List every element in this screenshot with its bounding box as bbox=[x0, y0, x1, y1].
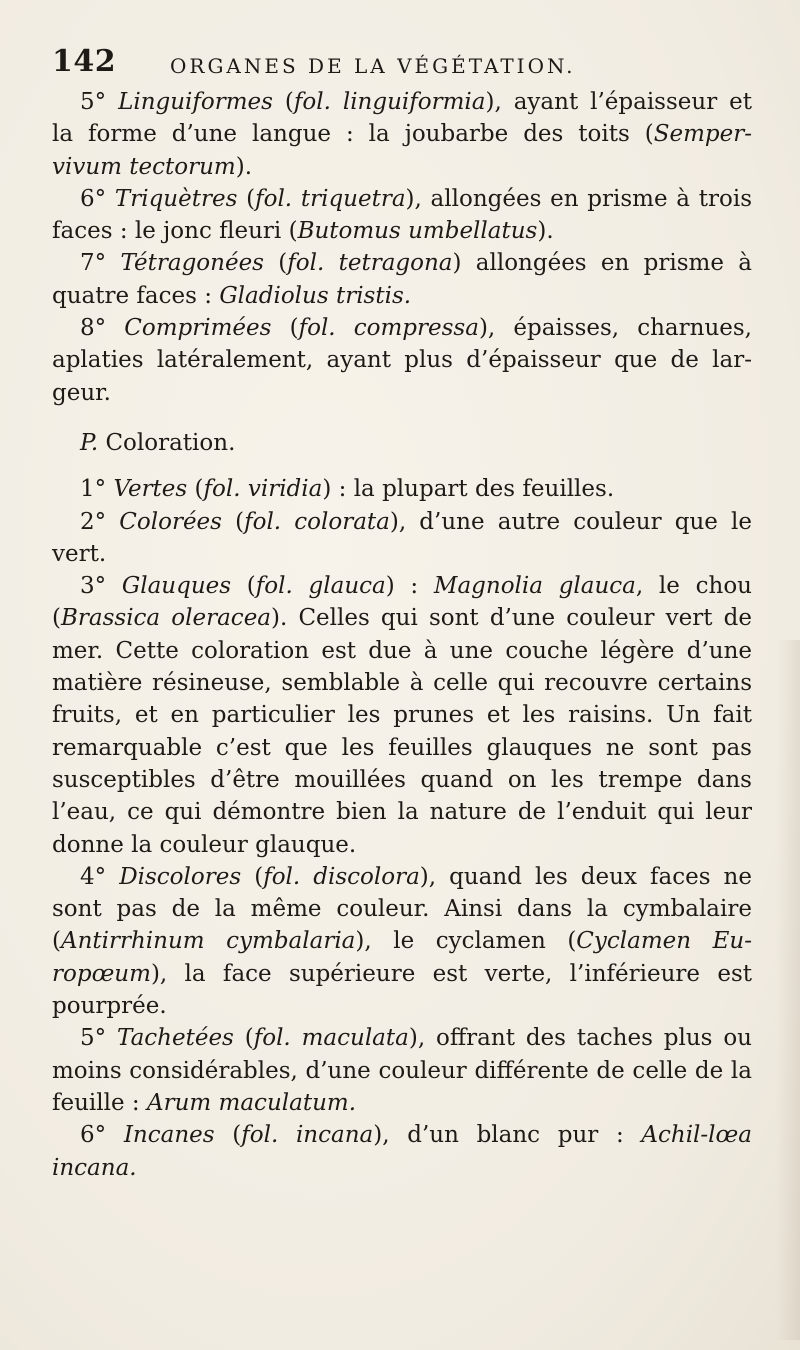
paragraph-tetragonees bbox=[52, 247, 752, 312]
text: , le chou ( bbox=[52, 573, 752, 632]
text: ), la face supérieure est verte, l’inférieure est pourprée. bbox=[52, 960, 752, 1020]
text: ( bbox=[231, 573, 256, 600]
page-edge-shadow bbox=[776, 640, 800, 1340]
text: 2° bbox=[80, 508, 120, 535]
italic-text: fol. colorata bbox=[244, 508, 390, 535]
text: 6° bbox=[80, 1122, 124, 1149]
italic-text: fol. maculata bbox=[253, 1025, 409, 1052]
text: ( bbox=[237, 185, 256, 212]
italic-text: Incanes bbox=[123, 1122, 215, 1149]
paragraph-glauques bbox=[52, 570, 752, 861]
text: 8° bbox=[80, 315, 125, 342]
paragraph-linguiformes bbox=[52, 86, 752, 183]
section-heading-coloration bbox=[52, 427, 752, 459]
italic-text: Magnolia glauca bbox=[433, 573, 636, 600]
text: Coloration. bbox=[98, 429, 236, 456]
text: ), le cyclamen ( bbox=[355, 928, 577, 955]
text: ), d’un blanc pur : bbox=[373, 1122, 642, 1149]
text: ). Celles qui sont d’une couleur vert de mer. Cette coloration est due à une couche légère d’une matière résineuse, semblable à celle qui recouvre certains fruits, et en particulier les prunes et les raisins. Un fait remarquable c’est que les feuilles glauques ne sont pas susceptibles d’être mouillées quand on les trempe dans l’eau, ce qui démontre bien la nature de l’enduit qui leur donne la couleur glauque. bbox=[52, 605, 753, 858]
text: 1° bbox=[80, 476, 114, 503]
text: 5° bbox=[80, 1025, 118, 1052]
text: ( bbox=[214, 1122, 242, 1149]
text: ) : bbox=[385, 573, 434, 600]
paragraph-triquetres bbox=[52, 183, 752, 248]
italic-text: Brassica oleracea bbox=[60, 605, 272, 632]
running-head: ORGANES DE LA VÉGÉTATION. bbox=[170, 54, 576, 78]
page-number: 142 bbox=[52, 44, 117, 79]
text: 6° bbox=[80, 185, 115, 212]
paragraph-vertes bbox=[52, 473, 752, 505]
italic-text: Cyclamen Eu-ropœum bbox=[52, 928, 752, 987]
italic-text: fol. discolora bbox=[263, 863, 420, 890]
italic-text: Gladiolus tristis. bbox=[219, 282, 412, 309]
text: ). bbox=[537, 218, 554, 245]
paragraph-tachetees bbox=[52, 1022, 752, 1119]
italic-text: Triquètres bbox=[114, 185, 238, 212]
italic-text: fol. viridia bbox=[203, 476, 323, 503]
italic-text: Semper-vivum tectorum bbox=[52, 121, 752, 180]
body-text bbox=[52, 86, 752, 1184]
text: ( bbox=[187, 476, 204, 503]
italic-text: Colorées bbox=[119, 508, 222, 535]
text: ( bbox=[272, 89, 294, 115]
italic-text: Tétragonées bbox=[120, 250, 264, 277]
italic-text: Comprimées bbox=[124, 315, 272, 342]
text: 7° bbox=[80, 250, 121, 277]
text: ( bbox=[233, 1025, 254, 1052]
page-header bbox=[52, 44, 752, 84]
italic-text: fol. tetragona bbox=[287, 250, 453, 277]
italic-text: fol. compressa bbox=[298, 315, 479, 342]
paragraph-incanes bbox=[52, 1119, 752, 1184]
text: ), ayant l’épaisseur et la forme d’une langue : la joubarbe des toits ( bbox=[52, 89, 752, 148]
italic-text: fol. glauca bbox=[255, 573, 386, 600]
text: ), d’une autre couleur que le vert. bbox=[52, 508, 752, 567]
text: ( bbox=[221, 508, 245, 535]
text: 5° bbox=[80, 89, 119, 115]
italic-text: Glauques bbox=[121, 573, 232, 600]
italic-text: Achil-lœa incana. bbox=[52, 1122, 752, 1181]
italic-text: Arum maculatum. bbox=[147, 1089, 356, 1116]
text: ( bbox=[263, 250, 288, 277]
italic-text: Discolores bbox=[119, 863, 242, 890]
text: ), épaisses, charnues, aplaties latéralement, ayant plus d’épaisseur que de lar-geur. bbox=[52, 315, 752, 406]
text: ) : la plupart des feuilles. bbox=[322, 476, 615, 503]
paragraph-discolores bbox=[52, 861, 752, 1022]
italic-text: fol. triquetra bbox=[255, 185, 406, 212]
italic-text: Tachetées bbox=[117, 1025, 234, 1052]
text: ), allongées en prisme à trois faces : le jonc fleuri ( bbox=[52, 185, 752, 245]
italic-text: P. bbox=[80, 429, 99, 456]
italic-text: fol. linguiformia bbox=[293, 89, 486, 115]
paragraph-comprimees bbox=[52, 312, 752, 409]
italic-text: Vertes bbox=[113, 476, 188, 503]
text: ) allongées en prisme à quatre faces : bbox=[52, 250, 752, 309]
text: ( bbox=[271, 315, 299, 342]
italic-text: Antirrhinum cymbalaria bbox=[60, 928, 356, 955]
paragraph-colorees bbox=[52, 506, 752, 571]
italic-text: fol. incana bbox=[241, 1122, 374, 1149]
italic-text: Linguiformes bbox=[118, 89, 273, 115]
text: ). bbox=[235, 153, 253, 180]
text: ), quand les deux faces ne sont pas de la même couleur. Ainsi dans la cymbalaire ( bbox=[52, 863, 752, 955]
text: 4° bbox=[80, 863, 120, 890]
italic-text: Butomus umbellatus bbox=[297, 218, 538, 245]
text: ( bbox=[241, 863, 264, 890]
text: ), offrant des taches plus ou moins considérables, d’une couleur différente de celle de la feuille : bbox=[52, 1025, 752, 1116]
text: 3° bbox=[80, 573, 122, 600]
